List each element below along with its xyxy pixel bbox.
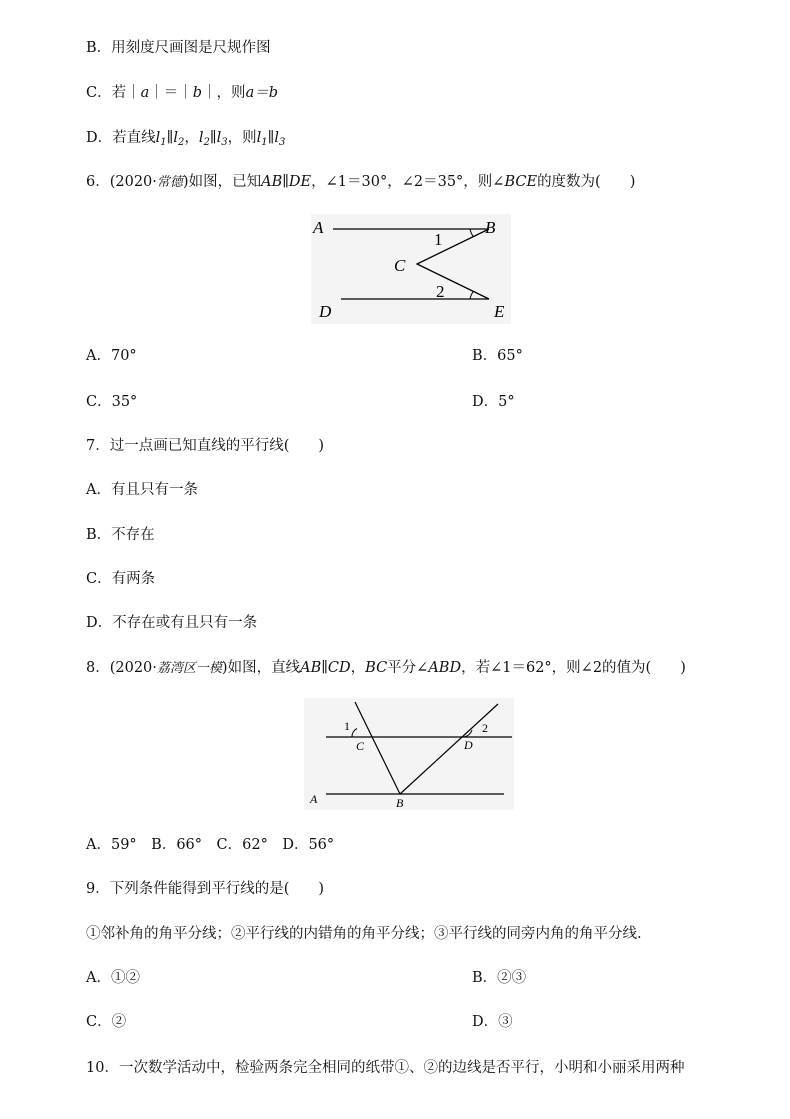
q8-label-a: A: [310, 792, 318, 806]
q8-stem-bc: BC: [365, 660, 388, 676]
q8-stem-rest3: 平分∠: [387, 660, 429, 676]
q6-label-c: C: [394, 256, 406, 275]
q5-d-prefix: D．若直线: [86, 130, 156, 146]
q6-label-a: A: [313, 218, 324, 237]
q6-label-b: B: [485, 218, 496, 237]
q5-c-prefix: C．若: [86, 85, 127, 101]
q5-d-sub2: 2: [178, 137, 185, 148]
q5-d-sub1b: 1: [261, 137, 268, 148]
q5-c-var-b: b: [192, 85, 203, 101]
q6-label-d: D: [319, 302, 332, 321]
q6-stem: [86, 172, 635, 193]
q6-stem-prefix: 6．(2020·: [86, 174, 157, 190]
q8-stem: [86, 658, 686, 679]
q8-diagram: [300, 694, 516, 812]
q8-options: A．59° B．66° C．62° D．56°: [86, 837, 335, 853]
q6-stem-angle: BCE: [504, 174, 538, 190]
q6-figure-background: [311, 214, 511, 324]
q6-stem-source: 常德: [156, 175, 183, 190]
q7-option-d: D．不存在或有且只有一条: [86, 615, 258, 631]
q6-stem-rest2: ，∠1＝30°，∠2＝35°，则∠: [311, 174, 505, 190]
q8-stem-prefix: 8．(2020·: [86, 660, 157, 676]
q5-c-var-a: a: [140, 85, 150, 101]
q8-stem-rest4: ，若∠1＝62°，则∠2的值为( ): [461, 660, 686, 676]
q5-d-l2b: l: [198, 130, 204, 146]
q7-option-b: B．不存在: [86, 527, 155, 543]
q5-c-abs2: ｜＝｜: [149, 85, 193, 101]
q6-option-d: D．5°: [472, 394, 515, 410]
q7-option-a: A．有且只有一条: [86, 482, 198, 498]
q5-d-sub3: 3: [221, 137, 228, 148]
q6-figure: [305, 208, 515, 326]
q9-stem: 9．下列条件能得到平行线的是( ): [86, 881, 325, 897]
q9-option-d: D．③: [472, 1014, 513, 1030]
q8-stem-rest2: ，: [350, 660, 366, 676]
q5-c-abs3: ｜，则: [202, 85, 246, 101]
q5-d-l1: l: [155, 130, 161, 146]
q8-label-c: C: [356, 739, 365, 753]
q6-option-c: C．35°: [86, 394, 138, 410]
q7-stem: 7．过一点画已知直线的平行线( ): [86, 438, 325, 454]
q6-label-angle-2: 2: [436, 282, 445, 301]
q9-option-c: C．②: [86, 1014, 127, 1030]
q8-figure: [300, 694, 516, 812]
q6-option-a: A．70°: [86, 348, 137, 364]
q6-stem-par: AB∥DE: [261, 174, 312, 190]
q9-option-b: B．②③: [472, 970, 527, 986]
q5-d-l3: l: [216, 130, 222, 146]
q5-option-c: [86, 83, 278, 103]
q5-d-l1b: l: [256, 130, 262, 146]
q5-option-d: [86, 128, 285, 153]
q8-stem-par: AB∥CD: [300, 660, 351, 676]
q6-stem-rest3: 的度数为( ): [537, 174, 636, 190]
q6-label-e: E: [494, 302, 505, 321]
q8-stem-abd: ABD: [428, 660, 462, 676]
q5-c-equation: a＝b: [245, 85, 278, 101]
q8-label-b: B: [396, 796, 404, 810]
q8-figure-background: [304, 698, 514, 810]
q5-d-sub2b: 2: [203, 137, 210, 148]
q6-stem-rest1: )如图，已知: [182, 174, 262, 190]
q5-d-then: ，则: [227, 130, 257, 146]
q8-label-angle-1: 1: [344, 719, 350, 733]
q5-d-l2: l: [173, 130, 178, 146]
q6-diagram: [305, 208, 515, 326]
q7-option-c: C．有两条: [86, 571, 156, 587]
q6-option-b: B．65°: [472, 348, 523, 364]
q5-d-par1: ∥: [166, 130, 174, 146]
q5-d-sub1: 1: [160, 137, 167, 148]
q9-option-a: A．①②: [86, 970, 140, 986]
q5-d-comma: ，: [184, 130, 199, 146]
q10-stem: 10．一次数学活动中，检验两条完全相同的纸带①、②的边线是否平行，小明和小丽采用两种: [86, 1060, 685, 1076]
q5-d-par3: ∥: [267, 130, 275, 146]
q9-conditions: ①邻补角的角平分线；②平行线的内错角的角平分线；③平行线的同旁内角的角平分线.: [86, 926, 642, 942]
q5-d-l3b: l: [274, 130, 279, 146]
q5-d-sub3b: 3: [278, 137, 286, 148]
q5-c-abs1: ｜: [126, 85, 141, 101]
q5-option-b: B．用刻度尺画图是尺规作图: [86, 40, 271, 56]
q5-d-par2: ∥: [209, 130, 217, 146]
q8-stem-source: 荔湾区一模: [156, 661, 222, 676]
q8-label-d: D: [464, 738, 473, 752]
q8-stem-rest1: )如图，直线: [221, 660, 301, 676]
q6-label-angle-1: 1: [434, 230, 443, 249]
q8-label-angle-2: 2: [482, 721, 488, 735]
